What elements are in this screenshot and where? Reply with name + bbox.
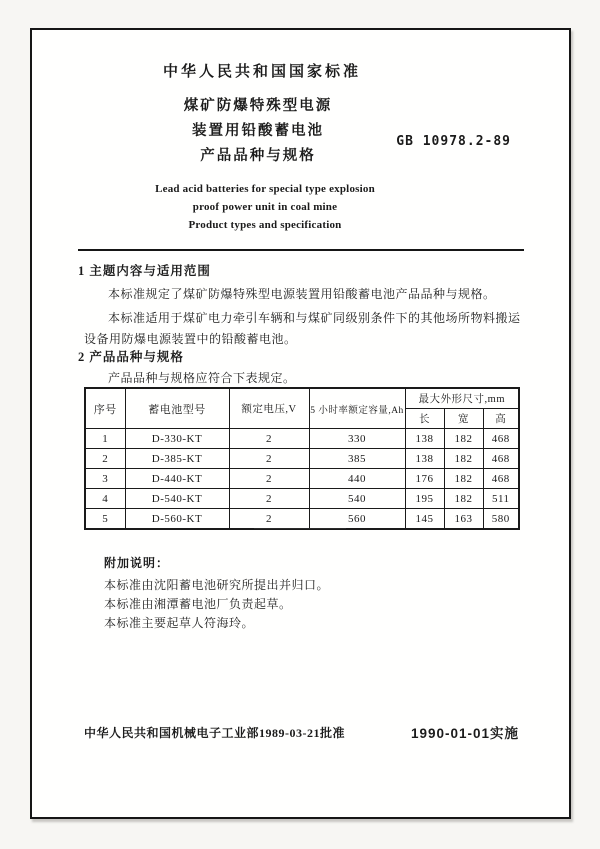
english-title-line-3: Product types and specification [188, 219, 342, 231]
table-cell-seq: 5 [85, 509, 125, 530]
table-intro: 产品品种与规格应符合下表规定。 [108, 371, 296, 385]
table-cell-height: 468 [483, 449, 519, 469]
table-cell-capacity: 540 [309, 489, 405, 509]
section-1-heading: 1 主题内容与适用范围 [78, 264, 211, 278]
note-line-2: 本标准由湘潭蓄电池厂负责起草。 [104, 597, 292, 611]
english-title-line-2: proof power unit in coal mine [192, 201, 338, 213]
header-dimensions-group: 最大外形尺寸,mm [405, 388, 519, 409]
table-cell-model: D-540-KT [125, 489, 229, 509]
header-length: 长 [405, 409, 444, 429]
section-2-heading: 2 产品品种与规格 [78, 350, 184, 364]
scope-paragraph-1: 本标准规定了煤矿防爆特殊型电源装置用铅酸蓄电池产品品种与规格。 [108, 287, 496, 301]
table-row [85, 509, 519, 530]
table-cell-model: D-330-KT [125, 429, 229, 449]
table-cell-seq: 4 [85, 489, 125, 509]
under-table-mark [254, 528, 346, 529]
header-voltage: 额定电压,V [229, 388, 309, 429]
table-cell-width: 182 [444, 429, 483, 449]
table-row [85, 489, 519, 509]
table-cell-length: 145 [405, 509, 444, 530]
table-cell-seq: 2 [85, 449, 125, 469]
footer-implementation: 1990-01-01实施 [410, 726, 519, 741]
table-cell-voltage: 2 [229, 489, 309, 509]
table-cell-capacity: 560 [309, 509, 405, 530]
table-cell-seq: 1 [85, 429, 125, 449]
table-cell-model: D-385-KT [125, 449, 229, 469]
table-row [85, 469, 519, 489]
table-cell-length: 195 [405, 489, 444, 509]
table-cell-capacity: 385 [309, 449, 405, 469]
table-cell-height: 468 [483, 469, 519, 489]
additional-notes-heading: 附加说明： [104, 556, 170, 570]
header-capacity: 5 小时率额定容量,Ah [309, 388, 405, 429]
title-line-2: 装置用铅酸蓄电池 [192, 123, 324, 139]
table-cell-capacity: 330 [309, 429, 405, 449]
battery-table-body [85, 429, 519, 530]
table-cell-voltage: 2 [229, 469, 309, 489]
title-line-3: 产品品种与规格 [200, 148, 316, 164]
table-cell-voltage: 2 [229, 509, 309, 530]
divider-rule [78, 249, 524, 251]
note-line-3: 本标准主要起草人符海玲。 [104, 616, 255, 630]
scope-paragraph-2: 本标准适用于煤矿电力牵引车辆和与煤矿同级别条件下的其他场所物料搬运设备用防爆电源装置中的铅酸蓄电池。 [84, 311, 521, 346]
standard-number: GB 10978.2-89 [396, 134, 511, 149]
table-cell-voltage: 2 [229, 429, 309, 449]
table-cell-model: D-560-KT [125, 509, 229, 530]
table-row [85, 449, 519, 469]
battery-spec-table [84, 387, 520, 530]
document-title [32, 94, 484, 169]
header-model: 蓄电池型号 [125, 388, 229, 429]
document-page [30, 28, 571, 819]
table-cell-width: 182 [444, 489, 483, 509]
header-seq: 序号 [85, 388, 125, 429]
table-cell-length: 138 [405, 449, 444, 469]
standard-header: 中华人民共和国国家标准 [162, 64, 361, 80]
table-cell-seq: 3 [85, 469, 125, 489]
table-cell-height: 468 [483, 429, 519, 449]
title-line-1: 煤矿防爆特殊型电源 [183, 98, 333, 114]
english-title-line-1: Lead acid batteries for special type explosion [155, 183, 375, 195]
table-cell-width: 182 [444, 469, 483, 489]
footer-approval: 中华人民共和国机械电子工业部1989-03-21批准 [84, 726, 345, 740]
header-height: 高 [483, 409, 519, 429]
table-cell-length: 138 [405, 429, 444, 449]
table-cell-height: 580 [483, 509, 519, 530]
table-cell-width: 182 [444, 449, 483, 469]
table-cell-voltage: 2 [229, 449, 309, 469]
note-line-1: 本标准由沈阳蓄电池研究所提出并归口。 [104, 578, 330, 592]
table-cell-length: 176 [405, 469, 444, 489]
table-cell-height: 511 [483, 489, 519, 509]
english-title [32, 180, 498, 234]
header-width: 宽 [444, 409, 483, 429]
table-cell-width: 163 [444, 509, 483, 530]
table-cell-model: D-440-KT [125, 469, 229, 489]
table-cell-capacity: 440 [309, 469, 405, 489]
table-row [85, 429, 519, 449]
